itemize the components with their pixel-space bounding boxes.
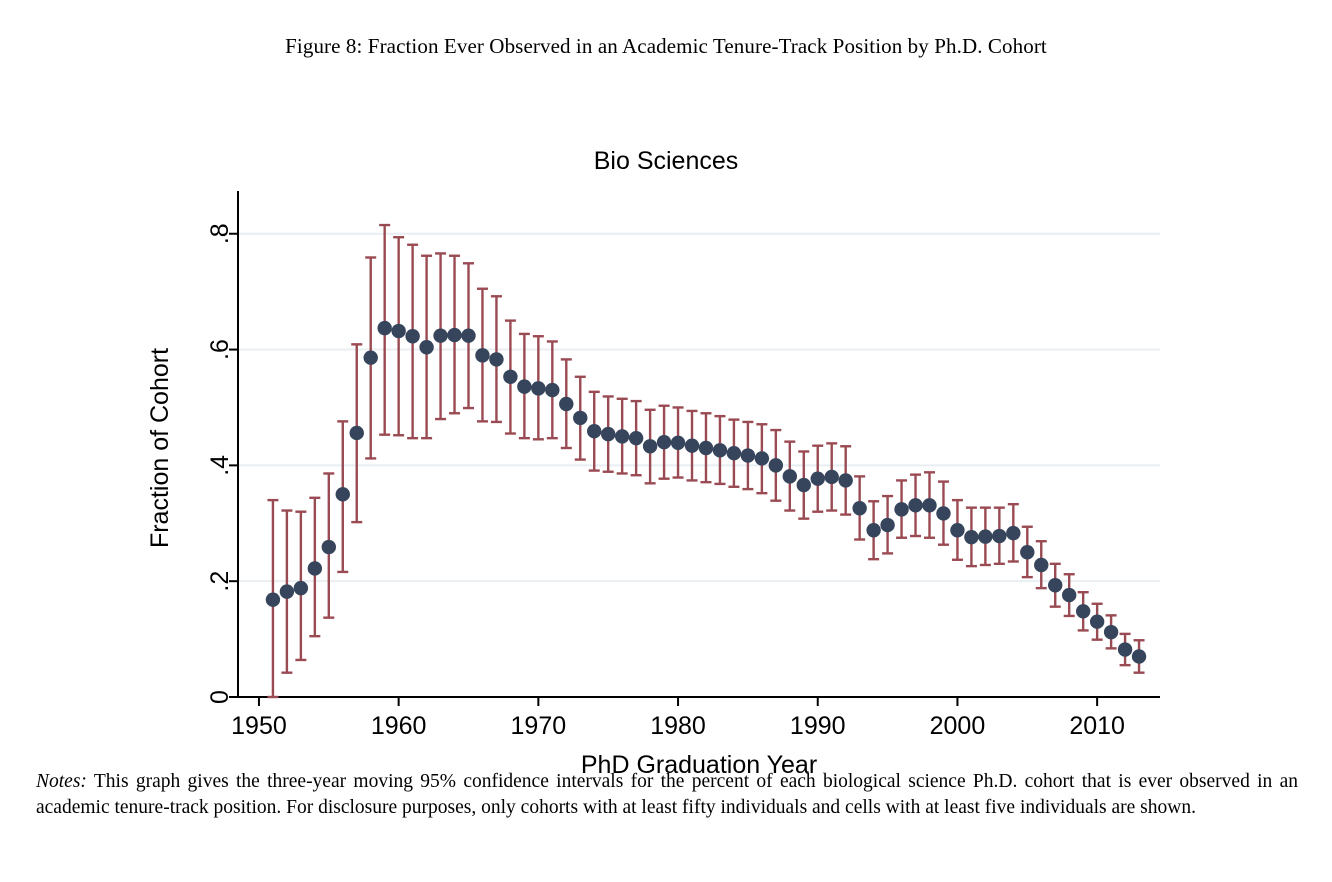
y-tick-label: 0	[206, 690, 234, 704]
data-point	[377, 321, 391, 335]
chart-title: Bio Sciences	[593, 147, 739, 175]
data-point	[783, 469, 797, 483]
data-point	[671, 436, 685, 450]
data-point	[964, 530, 978, 544]
data-point	[769, 458, 783, 472]
data-point	[405, 329, 419, 343]
data-point	[503, 370, 517, 384]
x-tick-label: 1950	[231, 712, 287, 740]
data-point	[992, 529, 1006, 543]
notes-label: Notes:	[36, 771, 87, 792]
data-point	[699, 441, 713, 455]
data-point	[713, 443, 727, 457]
data-point	[797, 478, 811, 492]
data-point	[894, 502, 908, 516]
x-tick-label: 2000	[929, 712, 986, 740]
notes-text: This graph gives the three-year moving 95% confidence intervals for the percent of each biological science Ph.D. cohort that is ever observed in an academic tenure-track position. For disclosure purposes, only cohorts with at least fifty individuals and cells with at least five individuals are shown.	[36, 771, 1298, 819]
data-point	[838, 473, 852, 487]
data-point	[322, 540, 336, 554]
data-point	[1062, 588, 1076, 602]
x-tick-label: 2010	[1069, 712, 1125, 740]
data-point	[950, 523, 964, 537]
data-point	[1132, 649, 1146, 663]
data-point	[727, 446, 741, 460]
scatter-plot	[0, 59, 1332, 779]
figure-notes	[36, 769, 1298, 822]
data-series	[266, 225, 1147, 697]
data-point	[657, 435, 671, 449]
data-point	[922, 498, 936, 512]
data-point	[336, 487, 350, 501]
data-point	[308, 561, 322, 575]
data-point	[685, 438, 699, 452]
data-point	[461, 328, 475, 342]
data-point	[419, 340, 433, 354]
data-point	[1006, 526, 1020, 540]
y-tick-label: .6	[206, 339, 234, 360]
data-point	[1034, 558, 1048, 572]
y-axis-label: Fraction of Cohort	[146, 347, 174, 549]
data-point	[489, 352, 503, 366]
data-point	[545, 383, 559, 397]
data-point	[1104, 625, 1118, 639]
data-point	[517, 379, 531, 393]
data-point	[280, 584, 294, 598]
data-point	[1020, 545, 1034, 559]
x-tick-label: 1990	[789, 712, 846, 740]
data-point	[880, 518, 894, 532]
y-tick-label: .4	[206, 454, 234, 476]
data-point	[1090, 615, 1104, 629]
x-axis-label: PhD Graduation Year	[580, 751, 818, 779]
data-point	[908, 498, 922, 512]
data-point	[615, 429, 629, 443]
chart-container	[0, 59, 1332, 779]
y-tick-label: .8	[206, 223, 234, 245]
data-point	[936, 506, 950, 520]
data-point	[573, 411, 587, 425]
data-point	[391, 324, 405, 338]
data-point	[531, 381, 545, 395]
data-point	[447, 328, 461, 342]
data-point	[825, 470, 839, 484]
data-point	[475, 348, 489, 362]
y-tick-label: .2	[206, 570, 234, 592]
data-point	[629, 431, 643, 445]
data-point	[811, 471, 825, 485]
data-point	[266, 593, 280, 607]
data-point	[852, 501, 866, 515]
figure-caption: Figure 8: Fraction Ever Observed in an Academic Tenure-Track Position by Ph.D. Cohort	[285, 34, 1047, 58]
data-point	[294, 581, 308, 595]
data-point	[350, 426, 364, 440]
data-point	[1048, 578, 1062, 592]
data-point	[978, 529, 992, 543]
data-point	[587, 424, 601, 438]
data-point	[741, 448, 755, 462]
data-point	[1076, 604, 1090, 618]
data-point	[643, 439, 657, 453]
x-tick-label: 1960	[370, 712, 427, 740]
data-point	[601, 427, 615, 441]
data-point	[866, 523, 880, 537]
data-point	[559, 397, 573, 411]
data-point	[433, 328, 447, 342]
x-tick-label: 1970	[510, 712, 567, 740]
x-tick-label: 1980	[650, 712, 706, 740]
data-point	[1118, 642, 1132, 656]
data-point	[755, 451, 769, 465]
data-point	[364, 350, 378, 364]
